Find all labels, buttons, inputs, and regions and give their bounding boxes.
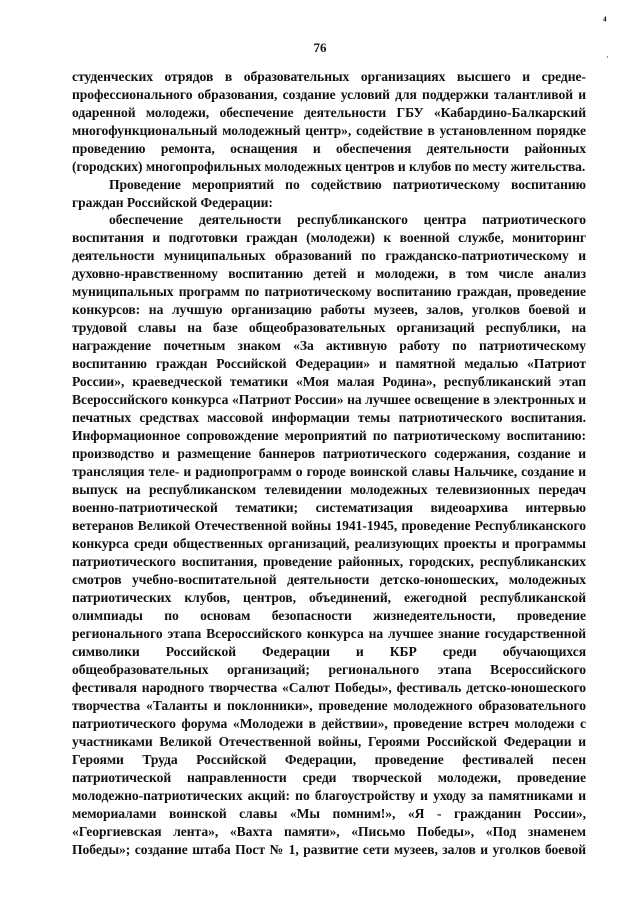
text-line: фестиваля народного творчества «Салют Победы», фестиваль детско-юношеского (72, 680, 586, 695)
text-line: граждан Российской Федерации: (72, 195, 273, 210)
text-line: производство и размещение баннеров патриотического содержания, создание и (72, 446, 586, 461)
text-line: «Георгиевская лента», «Вахта памяти», «Письмо Победы», «Под знаменем (72, 824, 586, 839)
text-line: патриотического форума «Молодежи в действии», проведение встреч молодежи с (72, 716, 586, 731)
text-line: олимпиады по основам безопасности жизнедеятельности, проведение (72, 608, 586, 623)
corner-mark-dot: · (606, 52, 609, 62)
text-line: обеспечение деятельности республиканского центра патриотического (109, 212, 586, 227)
text-line: выпуск на республиканском телевидении молодежных телевизионных передач (72, 482, 586, 497)
text-line: Всероссийского конкурса «Патриот России» на лучшее освещение в электронных и (72, 392, 586, 407)
text-line: (городских) многопрофильных молодежных центров и клубов по месту жительства. (72, 159, 586, 174)
text-line: России», краеведческой тематики «Моя малая Родина», республиканский этап (72, 374, 586, 389)
text-line: духовно-нравственному воспитанию детей и молодежи, в том числе анализ (72, 266, 586, 281)
text-line: проведению ремонта, оснащения и обеспечения деятельности районных (72, 141, 586, 156)
page-number: 76 (313, 40, 327, 55)
text-line: ветеранов Великой Отечественной войны 1941-1945, проведение Республиканского (72, 518, 586, 533)
text-line: профессионального образования, создание условий для поддержки талантливой и (72, 87, 586, 102)
corner-mark: ⁴ (603, 14, 607, 28)
text-line: студенческих отрядов в образовательных организациях высшего и средне- (72, 69, 586, 84)
text-line: регионального этапа Всероссийского конкурса на лучшее знание государственной (72, 626, 586, 641)
text-line: награждение почетным знаком «За активную работу по патриотическому (72, 338, 586, 353)
text-line: общеобразовательных организаций; регионального этапа Всероссийского (72, 662, 586, 677)
text-line: деятельности муниципальных образований по гражданско-патриотическому и (72, 248, 586, 263)
text-line: конкурсов: на лучшую организацию работы музеев, залов, уголков боевой и (72, 302, 586, 317)
text-line: патриотических клубов, центров, объединений, ежегодной республиканской (72, 590, 586, 605)
text-line: патриотического воспитания, проведение районных, городских, республиканских (72, 554, 586, 569)
text-line: воспитанию граждан Российской Федерации» и памятной медалью «Патриот (72, 356, 586, 371)
text-line: Героями Труда Российской Федерации, проведение фестивалей песен (72, 752, 586, 767)
text-line: конкурса среди общественных организаций, реализующих проекты и программы (72, 536, 586, 551)
text-line: патриотической направленности среди творческой молодежи, проведение (72, 770, 586, 785)
text-line: Проведение мероприятий по содействию патриотическому воспитанию (109, 177, 586, 192)
text-line: трудовой славы на базе общеобразовательных организаций республики, на (72, 320, 586, 335)
text-line: символики Российской Федерации и КБР среди обучающихся (72, 644, 586, 659)
text-line: смотров учебно-воспитательной деятельности детско-юношеских, молодежных (72, 572, 586, 587)
text-line: Информационное сопровождение мероприятий по патриотическому воспитанию: (72, 428, 586, 443)
text-line: военно-патриотической тематики; систематизация видеоархива интервью (72, 500, 586, 515)
text-line: молодежно-патриотических акций: по благоустройству и уходу за памятниками и (72, 788, 586, 803)
text-line: участниками Великой Отечественной войны, Героями Российской Федерации и (72, 734, 586, 749)
text-line: одаренной молодежи, обеспечение деятельности ГБУ «Кабардино-Балкарский (72, 105, 586, 120)
text-line: трансляция теле- и радиопрограмм о городе воинской славы Нальчике, создание и (72, 464, 586, 479)
text-line: мемориалами воинской славы «Мы помним!», «Я - гражданин России», (72, 806, 586, 821)
text-line: печатных средствах массовой информации темы патриотического воспитания. (72, 410, 586, 425)
text-line: муниципальных программ по патриотическому воспитанию граждан, проведение (72, 284, 586, 299)
text-line: творчества «Таланты и поклонники», проведение молодежного образовательного (72, 698, 586, 713)
text-line: многофункциональный молодежный центр», содействие в установленном порядке (72, 123, 586, 138)
text-line: Победы»; создание штаба Пост № 1, развитие сети музеев, залов и уголков боевой (72, 842, 586, 857)
text-line: воспитания и подготовки граждан (молодежи) к военной службе, мониторинг (72, 230, 586, 245)
